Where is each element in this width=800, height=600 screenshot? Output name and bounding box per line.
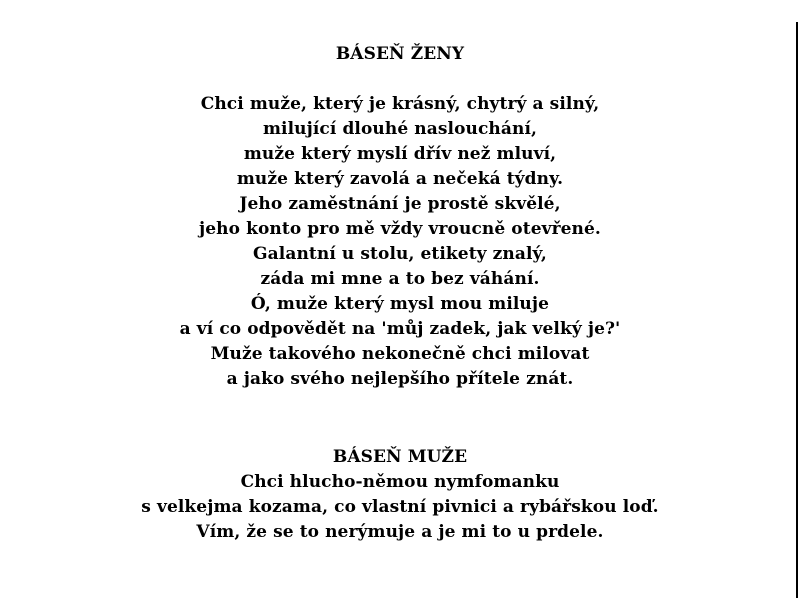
poem-line: Muže takového nekonečně chci milovat [210, 344, 590, 364]
page-edge-divider [796, 22, 798, 598]
poem-line: s velkejma kozama, co vlastní pivnici a rybářskou loď. [141, 497, 659, 517]
poem-man [0, 445, 800, 545]
poem-line: milující dlouhé naslouchání, [262, 119, 538, 139]
poem-line: záda mi mne a to bez váhání. [260, 269, 540, 289]
poem-woman-title: BÁSEŇ ŽENY [335, 44, 465, 64]
poem-line: a ví co odpovědět na 'můj zadek, jak velký je?' [179, 319, 621, 339]
poem-line: jeho konto pro mě vždy vroucně otevřené. [199, 219, 601, 239]
poem-line: Jeho zaměstnání je prostě skvělé, [239, 194, 561, 214]
poem-man-title: BÁSEŇ MUŽE [332, 447, 468, 467]
poem-line: muže který myslí dřív než mluví, [243, 144, 557, 164]
poem-woman [0, 42, 800, 392]
poem-line: muže který zavolá a nečeká týdny. [236, 169, 564, 189]
poem-line: Ó, muže který mysl mou miluje [250, 294, 550, 314]
poem-line: Chci muže, který je krásný, chytrý a silný, [200, 94, 600, 114]
poem-line: Galantní u stolu, etikety znalý, [253, 244, 547, 264]
poem-line: Vím, že se to nerýmuje a je mi to u prdele. [196, 522, 604, 542]
poem-line: a jako svého nejlepšího přítele znát. [226, 369, 574, 389]
poem-line: Chci hlucho-němou nymfomanku [240, 472, 560, 492]
